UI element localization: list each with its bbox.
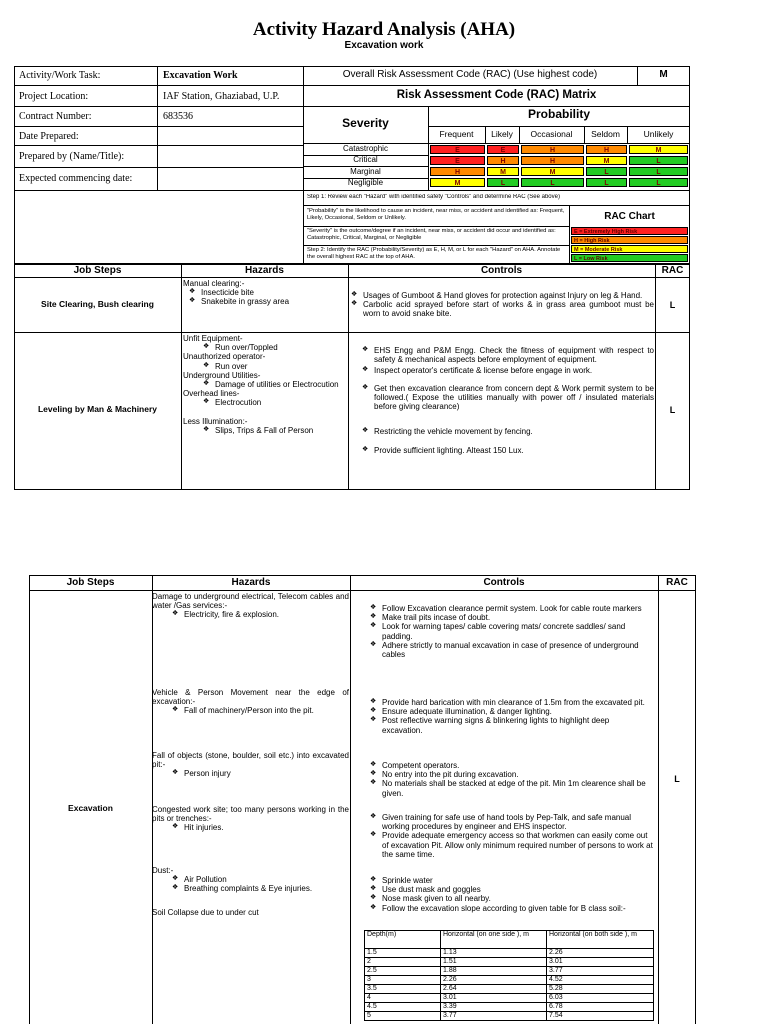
rac-cell: H bbox=[487, 156, 519, 165]
table-row bbox=[365, 994, 654, 1003]
prepared-label: Prepared by (Name/Title): bbox=[19, 151, 125, 162]
rac-chart-moderate: M = Moderate Risk bbox=[571, 245, 688, 253]
step1-text: Step 1: Review each "Hazard" with identified safety "Controls" and determine RAC (See above) bbox=[307, 194, 560, 200]
rac-chart-low: L = Low Risk bbox=[571, 254, 688, 262]
rac-cell: L bbox=[629, 178, 688, 187]
control-item: ❖ EHS Engg and P&M Engg. Check the fitness of equipment with respect to safety & mechanical aspects before employment of equipment. bbox=[360, 346, 654, 364]
rac-cell: L bbox=[487, 178, 519, 187]
control-item: ❖ Adhere strictly to manual excavation in case of presence of underground cables bbox=[368, 641, 648, 659]
contract-value: 683536 bbox=[163, 111, 193, 122]
contract-label: Contract Number: bbox=[19, 111, 92, 122]
rac-cell: L bbox=[586, 167, 627, 176]
hazard-group bbox=[152, 751, 349, 779]
table-row bbox=[365, 967, 654, 976]
rac-cell: E bbox=[487, 145, 519, 154]
col-header-rac: RAC bbox=[666, 577, 688, 588]
table-cell: 3.01 bbox=[441, 994, 547, 1003]
control-item: ❖ Inspect operator's certificate & license before engage in work. bbox=[360, 366, 654, 375]
table-cell: 3.77 bbox=[441, 1012, 547, 1021]
page-title: Activity Hazard Analysis (AHA) bbox=[252, 19, 516, 40]
control-item: ❖ Follow Excavation clearance permit system. Look for cable route markers bbox=[368, 604, 648, 613]
prob-col-likely: Likely bbox=[491, 130, 513, 139]
control-group bbox=[368, 698, 648, 735]
hazard-item: ❖ Run over bbox=[201, 362, 347, 371]
rac-cell: E bbox=[430, 156, 485, 165]
table-cell: 4.5 bbox=[365, 1003, 441, 1012]
table-cell: 5 bbox=[365, 1012, 441, 1021]
table-cell: 3 bbox=[365, 976, 441, 985]
hazard-item: ❖ Electricity, fire & explosion. bbox=[170, 610, 349, 619]
control-item: ❖ No entry into the pit during excavation. bbox=[368, 770, 658, 779]
rac-cell: H bbox=[521, 145, 584, 154]
col-header-controls: Controls bbox=[480, 265, 523, 276]
control-item: ❖ Ensure adequate illumination, & danger lighting. bbox=[368, 707, 648, 716]
table-cell: 2.26 bbox=[547, 949, 654, 958]
controls-cell bbox=[349, 291, 654, 319]
col-header-controls: Controls bbox=[483, 577, 525, 588]
prob-col-frequent: Frequent bbox=[439, 130, 474, 139]
col-header-rac: RAC bbox=[661, 265, 684, 276]
slope-table bbox=[364, 930, 654, 1021]
control-group bbox=[368, 761, 658, 798]
job-step-leveling: Leveling by Man & Machinery bbox=[37, 405, 158, 414]
matrix-title: Risk Assessment Code (RAC) Matrix bbox=[396, 89, 597, 101]
hazard-item: ❖ Damage of utilities or Electrocution bbox=[201, 380, 347, 389]
control-group bbox=[368, 813, 653, 859]
rac-chart-high: H = High Risk bbox=[571, 236, 688, 244]
hazard-title: Congested work site; too many persons working in the pits or trenches:- bbox=[152, 805, 349, 824]
hazard-item: ❖ Snakebite in grassy area bbox=[187, 297, 347, 306]
hazard-group bbox=[152, 592, 349, 620]
control-item: ❖ Competent operators. bbox=[368, 761, 658, 770]
rac-cell: M bbox=[629, 145, 688, 154]
task-label: Activity/Work Task: bbox=[19, 70, 101, 81]
hazard-item: ❖ Breathing complaints & Eye injuries. bbox=[170, 884, 349, 893]
rac-value: L bbox=[669, 300, 676, 310]
col-header-hazards: Hazards bbox=[245, 265, 284, 276]
rac-cell: M bbox=[521, 167, 584, 176]
control-item: ❖ Nose mask given to all nearby. bbox=[368, 894, 653, 903]
hazard-title: Soil Collapse due to under cut bbox=[152, 908, 259, 917]
rac-cell: H bbox=[521, 156, 584, 165]
control-item: ❖ Look for warning tapes/ cable covering mats/ concrete saddles/ sand padding. bbox=[368, 622, 648, 640]
hazard-title: Vehicle & Person Movement near the edge of excavation:- bbox=[152, 688, 349, 707]
control-item: ❖ Make trail pits incase of doubt. bbox=[368, 613, 648, 622]
control-item: ❖ Restricting the vehicle movement by fencing. bbox=[360, 427, 654, 436]
controls-cell bbox=[360, 346, 654, 456]
location-label: Project Location: bbox=[19, 91, 89, 102]
hazard-item: ❖ Fall of machinery/Person into the pit. bbox=[170, 706, 349, 715]
hazard-group bbox=[152, 805, 349, 833]
hazard-title: Overhead lines- bbox=[183, 389, 240, 399]
probability-heading: Probability bbox=[527, 108, 590, 121]
job-step-site-clearing: Site Clearing, Bush clearing bbox=[41, 300, 154, 309]
sev-negligible: Negligible bbox=[347, 178, 384, 187]
hazard-title: Unfit Equipment- bbox=[183, 334, 243, 343]
control-item: ❖ Provide hard barication with min clearance of 1.5m from the excavated pit. bbox=[368, 698, 648, 707]
hazard-title: Underground Utilities- bbox=[183, 370, 261, 380]
table-cell: 6.03 bbox=[547, 994, 654, 1003]
rac-cell: L bbox=[586, 178, 627, 187]
table-cell: 1.5 bbox=[365, 949, 441, 958]
control-group bbox=[368, 604, 648, 659]
control-item: ❖ Follow the excavation slope according to given table for B class soil:- bbox=[368, 904, 653, 913]
sev-marginal: Marginal bbox=[350, 167, 381, 176]
rac-cell: L bbox=[521, 178, 584, 187]
rac-cell: H bbox=[430, 167, 485, 176]
hazard-group bbox=[152, 866, 349, 894]
control-item: ❖ Provide adequate emergency access so that workmen can easily come out of excavation Pit. Allow only minimum required number of persons to work at the same time. bbox=[368, 831, 653, 859]
table-cell: 3.5 bbox=[365, 985, 441, 994]
hazard-title: Less Illumination:- bbox=[183, 416, 248, 426]
table-row bbox=[365, 985, 654, 994]
table-row bbox=[365, 931, 654, 949]
control-item: ❖ Provide sufficient lighting. Alteast 150 Lux. bbox=[360, 446, 654, 455]
hazard-title: Manual clearing:- bbox=[183, 279, 245, 288]
sev-catastrophic: Catastrophic bbox=[343, 144, 388, 153]
hazard-item: ❖ Person injury bbox=[170, 769, 349, 778]
hazard-title: Unauthorized operator- bbox=[183, 352, 266, 362]
table-header-cell: Depth(m) bbox=[365, 931, 441, 949]
control-item: ❖ Carbolic acid sprayed before start of works & in grass area gumboot must be worn to avoid snake bite. bbox=[349, 300, 654, 318]
hazard-title: Fall of objects (stone, boulder, soil etc.) into excavated pit:- bbox=[152, 751, 349, 770]
hazard-item: ❖ Hit injuries. bbox=[170, 823, 349, 832]
hazard-item: ❖ Electrocution bbox=[201, 398, 347, 407]
table-row bbox=[365, 958, 654, 967]
rac-chart-extreme: E = Extremely High Risk bbox=[571, 227, 688, 235]
table-cell: 5.28 bbox=[547, 985, 654, 994]
control-item: ❖ Given training for safe use of hand tools by Pep-Talk, and safe manual working procedures by engineer and EHS inspector. bbox=[368, 813, 653, 831]
table-cell: 6.78 bbox=[547, 1003, 654, 1012]
hazard-item: ❖ Insecticide bite bbox=[187, 288, 347, 297]
rac-cell: H bbox=[586, 145, 627, 154]
hazard-group bbox=[152, 688, 349, 716]
table-cell: 4 bbox=[365, 994, 441, 1003]
rac-value: L bbox=[674, 774, 680, 784]
job-step-excavation: Excavation bbox=[68, 804, 113, 813]
table-cell: 1.88 bbox=[441, 967, 547, 976]
prob-col-seldom: Seldom bbox=[591, 130, 620, 139]
location-value: IAF Station, Ghaziabad, U.P. bbox=[163, 91, 280, 102]
table-header-cell: Horizontal (on both side ), m bbox=[547, 931, 654, 949]
severity-definition: "Severity" is the outcome/degree if an incident, near miss, or accident did occur and identified as: Catastrophic, Critical, Marginal, or Negligible bbox=[307, 228, 556, 241]
date-label: Date Prepared: bbox=[19, 131, 79, 142]
hazard-item: ❖ Air Pollution bbox=[170, 875, 349, 884]
control-item: ❖ No materials shall be stacked at edge of the pit. Min 1m clearence shall be given. bbox=[368, 779, 658, 797]
table-cell: 2 bbox=[365, 958, 441, 967]
table-cell: 3.39 bbox=[441, 1003, 547, 1012]
table-header-cell: Horizontal (on one side ), m bbox=[441, 931, 547, 949]
task-value: Excavation Work bbox=[163, 70, 238, 81]
hazard-title: Dust:- bbox=[152, 866, 174, 875]
step2-text: Step 2: Identify the RAC (Probability/Severity) as E, H, M, or L for each "Hazard" on AHA. Annotate the overall highest RAC at the top of AHA. bbox=[307, 247, 561, 260]
table-cell: 4.52 bbox=[547, 976, 654, 985]
control-item: ❖ Use dust mask and goggles bbox=[368, 885, 653, 894]
table-cell: 3.77 bbox=[547, 967, 654, 976]
hazard-cell bbox=[183, 334, 347, 435]
control-item: ❖ Post reflective warning signs & blinkering lights to highlight deep excavation. bbox=[368, 716, 648, 734]
rac-cell: L bbox=[629, 167, 688, 176]
control-item: ❖ Sprinkle water bbox=[368, 876, 653, 885]
rac-cell: E bbox=[430, 145, 485, 154]
col-header-hazards: Hazards bbox=[231, 577, 271, 588]
table-row bbox=[365, 976, 654, 985]
control-item: ❖ Get then excavation clearance from concern dept & Work permit system to be followed.( Expose the utilities manually with power off / insulated materials before giving clearance) bbox=[360, 384, 654, 412]
prob-col-occasional: Occasional bbox=[530, 130, 573, 139]
severity-heading: Severity bbox=[342, 117, 389, 130]
table-cell: 7.54 bbox=[547, 1012, 654, 1021]
sev-critical: Critical bbox=[353, 155, 378, 164]
table-cell: 3.01 bbox=[547, 958, 654, 967]
page-subtitle: Excavation work bbox=[344, 40, 424, 51]
rac-cell: L bbox=[629, 156, 688, 165]
control-item: ❖ Usages of Gumboot & Hand gloves for protection against Injury on leg & Hand. bbox=[349, 291, 654, 300]
col-header-job-steps: Job Steps bbox=[66, 577, 115, 588]
hazard-item: ❖ Run over/Toppled bbox=[201, 343, 347, 352]
hazard-title: Damage to underground electrical, Telecom cables and water /Gas services:- bbox=[152, 592, 349, 611]
rac-cell: M bbox=[430, 178, 485, 187]
table-cell: 2.5 bbox=[365, 967, 441, 976]
table-row bbox=[365, 1003, 654, 1012]
overall-rac-label: Overall Risk Assessment Code (RAC) (Use highest code) bbox=[342, 69, 598, 80]
commencing-label: Expected commencing date: bbox=[19, 173, 133, 184]
hazard-cell bbox=[183, 279, 347, 307]
hazard-item: ❖ Slips, Trips & Fall of Person bbox=[201, 426, 347, 435]
rac-chart-title: RAC Chart bbox=[604, 211, 655, 222]
table-cell: 2.64 bbox=[441, 985, 547, 994]
rac-cell: M bbox=[586, 156, 627, 165]
table-cell: 1.51 bbox=[441, 958, 547, 967]
col-header-job-steps: Job Steps bbox=[73, 265, 122, 276]
rac-value: L bbox=[669, 405, 676, 415]
control-group bbox=[368, 876, 653, 913]
table-row bbox=[365, 1012, 654, 1021]
rac-cell: M bbox=[487, 167, 519, 176]
prob-col-unlikely: Unlikely bbox=[643, 130, 674, 139]
overall-rac-value: M bbox=[659, 69, 668, 80]
table-cell: 2.26 bbox=[441, 976, 547, 985]
table-row bbox=[365, 949, 654, 958]
table-cell: 1.13 bbox=[441, 949, 547, 958]
probability-definition: "Probability" is the likelihood to cause an incident, near miss, or accident and identified as: Frequent, Likely, Occasional, Seldom or Unlikely. bbox=[307, 208, 565, 221]
